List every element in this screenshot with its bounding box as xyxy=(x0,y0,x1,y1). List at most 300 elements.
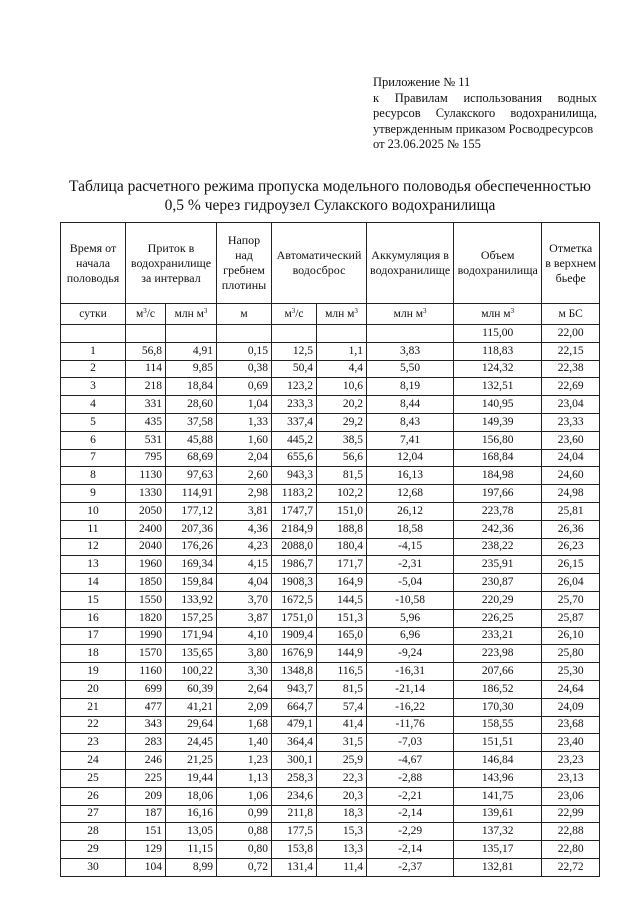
cell-volume: 168,84 xyxy=(454,449,542,467)
cell-inflow-volume: 18,06 xyxy=(166,787,217,805)
cell-accumulation: -16,31 xyxy=(367,663,454,681)
cell-spill-volume: 13,3 xyxy=(317,841,367,859)
table-row xyxy=(61,823,600,841)
title-line-1: Таблица расчетного режима пропуска модельного половодья обеспеченностью xyxy=(69,178,591,195)
table-row xyxy=(61,698,600,716)
cell-level: 22,99 xyxy=(542,805,600,823)
cell-level: 23,40 xyxy=(542,734,600,752)
table-row xyxy=(61,378,600,396)
cell-accumulation: 3,83 xyxy=(367,342,454,360)
cell-day: 12 xyxy=(61,538,126,556)
cell-inflow-rate: 129 xyxy=(126,841,166,859)
cell-spill-rate: 445,2 xyxy=(272,431,317,449)
cell-head: 2,09 xyxy=(217,698,272,716)
cell-inflow-volume: 9,85 xyxy=(166,360,217,378)
cell-head: 0,80 xyxy=(217,841,272,859)
cell-level: 23,06 xyxy=(542,787,600,805)
cell-head: 0,38 xyxy=(217,360,272,378)
cell-inflow-rate: 1820 xyxy=(126,609,166,627)
cell-volume: 141,75 xyxy=(454,787,542,805)
cell-accumulation: 12,04 xyxy=(367,449,454,467)
cell-head: 1,68 xyxy=(217,716,272,734)
cell-inflow-volume: 45,88 xyxy=(166,431,217,449)
cell-volume: 235,91 xyxy=(454,556,542,574)
cell-day: 22 xyxy=(61,716,126,734)
cell-day: 17 xyxy=(61,627,126,645)
cell-day: 7 xyxy=(61,449,126,467)
cell-inflow-rate: 104 xyxy=(126,858,166,876)
cell-level: 23,04 xyxy=(542,396,600,414)
cell-spill-rate: 1751,0 xyxy=(272,609,317,627)
cell-volume: 118,83 xyxy=(454,342,542,360)
cell-head: 0,99 xyxy=(217,805,272,823)
cell-spill-rate: 177,5 xyxy=(272,823,317,841)
cell-volume: 139,61 xyxy=(454,805,542,823)
cell-inflow-volume: 177,12 xyxy=(166,502,217,520)
cell-inflow-rate: 1570 xyxy=(126,645,166,663)
cell-day: 21 xyxy=(61,698,126,716)
table-row xyxy=(61,360,600,378)
cell-spill-rate: 1909,4 xyxy=(272,627,317,645)
unit-time: сутки xyxy=(61,304,126,325)
table-row xyxy=(61,413,600,431)
cell-inflow-volume: 169,34 xyxy=(166,556,217,574)
cell-level: 24,60 xyxy=(542,467,600,485)
unit-volume: млн $м^3$ xyxy=(454,304,542,325)
cell-spill-rate: 2184,9 xyxy=(272,520,317,538)
cell-spill-volume: 1,1 xyxy=(317,342,367,360)
cell-spill-rate: 234,6 xyxy=(272,787,317,805)
cell-level: 25,70 xyxy=(542,591,600,609)
cell-head: 0,15 xyxy=(217,342,272,360)
cell-volume: 197,66 xyxy=(454,485,542,503)
cell-level: 22,88 xyxy=(542,823,600,841)
cell-volume: 223,78 xyxy=(454,502,542,520)
cell-accumulation: -5,04 xyxy=(367,574,454,592)
cell-inflow-rate: 477 xyxy=(126,698,166,716)
flood-regime-table xyxy=(60,222,600,877)
cell-inflow-volume: 97,63 xyxy=(166,467,217,485)
table-row xyxy=(61,342,600,360)
cell-inflow-rate: 1160 xyxy=(126,663,166,681)
cell-day: 25 xyxy=(61,769,126,787)
cell-day: 16 xyxy=(61,609,126,627)
cell-spill-volume: 57,4 xyxy=(317,698,367,716)
unit-spill-rate: $м^3/с$ xyxy=(272,304,317,325)
cell-level: 22,38 xyxy=(542,360,600,378)
table-row xyxy=(61,591,600,609)
cell-inflow-volume: 100,22 xyxy=(166,663,217,681)
cell-accumulation: 8,43 xyxy=(367,413,454,431)
cell-day: 15 xyxy=(61,591,126,609)
cell-inflow-rate: 246 xyxy=(126,752,166,770)
cell-spill-rate: 1183,2 xyxy=(272,485,317,503)
cell-spill-volume: 29,2 xyxy=(317,413,367,431)
cell-volume: 170,30 xyxy=(454,698,542,716)
table-row xyxy=(61,752,600,770)
cell-inflow-rate: 114 xyxy=(126,360,166,378)
cell-inflow-rate: 283 xyxy=(126,734,166,752)
cell-accumulation: -4,67 xyxy=(367,752,454,770)
cell-inflow-volume: 159,84 xyxy=(166,574,217,592)
cell-day: 27 xyxy=(61,805,126,823)
cell-inflow-rate: 1130 xyxy=(126,467,166,485)
table-row xyxy=(61,663,600,681)
cell-accumulation: 18,58 xyxy=(367,520,454,538)
cell-inflow-volume: 135,65 xyxy=(166,645,217,663)
cell-level: 22,80 xyxy=(542,841,600,859)
cell-inflow-volume: 16,16 xyxy=(166,805,217,823)
cell-inflow-rate: 795 xyxy=(126,449,166,467)
cell-level: 26,23 xyxy=(542,538,600,556)
cell-spill-volume: 41,4 xyxy=(317,716,367,734)
cell-inflow-rate: 1550 xyxy=(126,591,166,609)
cell-day: 3 xyxy=(61,378,126,396)
cell-spill-rate: 258,3 xyxy=(272,769,317,787)
cell-volume: 226,25 xyxy=(454,609,542,627)
cell-spill-rate: 2088,0 xyxy=(272,538,317,556)
cell-accumulation: -2,37 xyxy=(367,858,454,876)
cell-spill-volume: 4,4 xyxy=(317,360,367,378)
cell-volume: 143,96 xyxy=(454,769,542,787)
cell-volume: 149,39 xyxy=(454,413,542,431)
cell-volume: 132,81 xyxy=(454,858,542,876)
cell-accumulation: -21,14 xyxy=(367,680,454,698)
cell-accumulation: 16,13 xyxy=(367,467,454,485)
cell-inflow-rate: 56,8 xyxy=(126,342,166,360)
cell-accumulation: -10,58 xyxy=(367,591,454,609)
cell-day: 28 xyxy=(61,823,126,841)
table-row xyxy=(61,396,600,414)
table-row xyxy=(61,627,600,645)
table-row xyxy=(61,556,600,574)
cell-level: 22,15 xyxy=(542,342,600,360)
cell-volume: 137,32 xyxy=(454,823,542,841)
header-head: Напор над гребнем плотины xyxy=(217,223,272,304)
cell-spill-volume: 171,7 xyxy=(317,556,367,574)
cell-inflow-rate: 187 xyxy=(126,805,166,823)
cell-spill-volume: 81,5 xyxy=(317,467,367,485)
cell-level: 24,09 xyxy=(542,698,600,716)
cell-volume: 220,29 xyxy=(454,591,542,609)
cell-spill-volume: 20,2 xyxy=(317,396,367,414)
cell-spill-rate: 1672,5 xyxy=(272,591,317,609)
cell-day: 14 xyxy=(61,574,126,592)
cell-day: 2 xyxy=(61,360,126,378)
unit-inflow-volume: млн $м^3$ xyxy=(166,304,217,325)
cell-day: 8 xyxy=(61,467,126,485)
cell-inflow-rate: 209 xyxy=(126,787,166,805)
cell-level: 25,30 xyxy=(542,663,600,681)
cell-inflow-volume: 207,36 xyxy=(166,520,217,538)
cell-spill-volume: 10,6 xyxy=(317,378,367,396)
cell-spill-rate: 1747,7 xyxy=(272,502,317,520)
table-row xyxy=(61,609,600,627)
cell-head: 3,87 xyxy=(217,609,272,627)
appendix-note xyxy=(373,75,597,153)
cell-inflow-volume: 41,21 xyxy=(166,698,217,716)
cell-volume: 186,52 xyxy=(454,680,542,698)
cell-inflow-volume: 133,92 xyxy=(166,591,217,609)
cell-spill-volume: 164,9 xyxy=(317,574,367,592)
cell-spill-rate: 1676,9 xyxy=(272,645,317,663)
cell-level: 26,15 xyxy=(542,556,600,574)
cell-day: 26 xyxy=(61,787,126,805)
cell-head: 4,15 xyxy=(217,556,272,574)
cell-spill-volume: 31,5 xyxy=(317,734,367,752)
cell-inflow-volume: 68,69 xyxy=(166,449,217,467)
cell-inflow-rate: 531 xyxy=(126,431,166,449)
header-level: Отметка в верхнем бьефе xyxy=(542,223,600,304)
cell-accumulation: -2,21 xyxy=(367,787,454,805)
initial-volume: 115,00 xyxy=(454,325,542,343)
table-row xyxy=(61,716,600,734)
cell-day: 24 xyxy=(61,752,126,770)
cell-head: 4,36 xyxy=(217,520,272,538)
cell-accumulation: -4,15 xyxy=(367,538,454,556)
table-row xyxy=(61,502,600,520)
cell-head: 1,40 xyxy=(217,734,272,752)
cell-head: 2,04 xyxy=(217,449,272,467)
cell-volume: 242,36 xyxy=(454,520,542,538)
cell-head: 1,60 xyxy=(217,431,272,449)
cell-spill-rate: 1908,3 xyxy=(272,574,317,592)
document-title xyxy=(60,177,600,215)
cell-level: 25,81 xyxy=(542,502,600,520)
cell-spill-volume: 116,5 xyxy=(317,663,367,681)
cell-inflow-rate: 1850 xyxy=(126,574,166,592)
table-row xyxy=(61,431,600,449)
cell-head: 0,72 xyxy=(217,858,272,876)
cell-level: 23,13 xyxy=(542,769,600,787)
cell-head: 3,80 xyxy=(217,645,272,663)
cell-spill-rate: 131,4 xyxy=(272,858,317,876)
cell-accumulation: -11,76 xyxy=(367,716,454,734)
table-row xyxy=(61,734,600,752)
cell-spill-volume: 20,3 xyxy=(317,787,367,805)
cell-inflow-rate: 435 xyxy=(126,413,166,431)
cell-accumulation: 7,41 xyxy=(367,431,454,449)
units-row xyxy=(61,304,600,325)
cell-volume: 223,98 xyxy=(454,645,542,663)
cell-volume: 135,17 xyxy=(454,841,542,859)
cell-day: 1 xyxy=(61,342,126,360)
cell-level: 24,64 xyxy=(542,680,600,698)
cell-volume: 156,80 xyxy=(454,431,542,449)
cell-level: 23,23 xyxy=(542,752,600,770)
cell-accumulation: 26,12 xyxy=(367,502,454,520)
table-row xyxy=(61,645,600,663)
cell-volume: 132,51 xyxy=(454,378,542,396)
unit-spill-volume: млн $м^3$ xyxy=(317,304,367,325)
cell-spill-rate: 337,4 xyxy=(272,413,317,431)
cell-inflow-rate: 218 xyxy=(126,378,166,396)
header-spillway: Автоматический водосброс xyxy=(272,223,367,304)
cell-volume: 207,66 xyxy=(454,663,542,681)
cell-inflow-rate: 2050 xyxy=(126,502,166,520)
cell-head: 0,69 xyxy=(217,378,272,396)
cell-day: 13 xyxy=(61,556,126,574)
cell-accumulation: 6,96 xyxy=(367,627,454,645)
table-row xyxy=(61,485,600,503)
cell-level: 26,10 xyxy=(542,627,600,645)
cell-inflow-rate: 2040 xyxy=(126,538,166,556)
cell-inflow-volume: 8,99 xyxy=(166,858,217,876)
initial-level: 22,00 xyxy=(542,325,600,343)
cell-accumulation: -9,24 xyxy=(367,645,454,663)
cell-volume: 238,22 xyxy=(454,538,542,556)
initial-row xyxy=(61,325,600,343)
table-row xyxy=(61,520,600,538)
cell-level: 22,72 xyxy=(542,858,600,876)
cell-inflow-volume: 114,91 xyxy=(166,485,217,503)
table-row xyxy=(61,769,600,787)
cell-spill-volume: 56,6 xyxy=(317,449,367,467)
cell-level: 26,36 xyxy=(542,520,600,538)
appendix-rules-reference: к Правилам использования водных ресурсов Сулакского водохранилища, xyxy=(373,90,597,120)
cell-inflow-rate: 151 xyxy=(126,823,166,841)
cell-spill-volume: 81,5 xyxy=(317,680,367,698)
cell-head: 1,06 xyxy=(217,787,272,805)
title-line-2: 0,5 % через гидроузел Сулакского водохранилища xyxy=(164,197,496,214)
cell-level: 25,87 xyxy=(542,609,600,627)
cell-inflow-volume: 18,84 xyxy=(166,378,217,396)
cell-inflow-volume: 37,58 xyxy=(166,413,217,431)
cell-inflow-rate: 1330 xyxy=(126,485,166,503)
cell-head: 2,98 xyxy=(217,485,272,503)
cell-accumulation: 5,50 xyxy=(367,360,454,378)
table-row xyxy=(61,680,600,698)
cell-head: 1,33 xyxy=(217,413,272,431)
cell-spill-volume: 18,3 xyxy=(317,805,367,823)
appendix-approval: утвержденным приказом Росводресурсов xyxy=(373,121,594,136)
unit-level: м БС xyxy=(542,304,600,325)
cell-spill-volume: 144,9 xyxy=(317,645,367,663)
cell-inflow-volume: 21,25 xyxy=(166,752,217,770)
cell-accumulation: -2,14 xyxy=(367,805,454,823)
cell-spill-rate: 664,7 xyxy=(272,698,317,716)
cell-accumulation: -16,22 xyxy=(367,698,454,716)
cell-accumulation: -7,03 xyxy=(367,734,454,752)
cell-spill-volume: 22,3 xyxy=(317,769,367,787)
cell-spill-volume: 11,4 xyxy=(317,858,367,876)
cell-head: 2,60 xyxy=(217,467,272,485)
cell-volume: 146,84 xyxy=(454,752,542,770)
cell-inflow-volume: 28,60 xyxy=(166,396,217,414)
cell-level: 22,69 xyxy=(542,378,600,396)
table-row xyxy=(61,449,600,467)
cell-spill-rate: 211,8 xyxy=(272,805,317,823)
cell-spill-volume: 180,4 xyxy=(317,538,367,556)
cell-spill-volume: 165,0 xyxy=(317,627,367,645)
cell-inflow-volume: 11,15 xyxy=(166,841,217,859)
cell-day: 9 xyxy=(61,485,126,503)
cell-spill-volume: 151,3 xyxy=(317,609,367,627)
cell-accumulation: 8,44 xyxy=(367,396,454,414)
cell-inflow-volume: 29,64 xyxy=(166,716,217,734)
unit-head: м xyxy=(217,304,272,325)
cell-spill-rate: 943,7 xyxy=(272,680,317,698)
cell-level: 26,04 xyxy=(542,574,600,592)
cell-spill-rate: 123,2 xyxy=(272,378,317,396)
cell-volume: 184,98 xyxy=(454,467,542,485)
cell-spill-volume: 151,0 xyxy=(317,502,367,520)
cell-accumulation: 5,96 xyxy=(367,609,454,627)
cell-accumulation: -2,29 xyxy=(367,823,454,841)
unit-accumulation: млн $м^3$ xyxy=(367,304,454,325)
cell-accumulation: 12,68 xyxy=(367,485,454,503)
cell-volume: 233,21 xyxy=(454,627,542,645)
cell-accumulation: -2,31 xyxy=(367,556,454,574)
cell-volume: 230,87 xyxy=(454,574,542,592)
unit-inflow-rate: $м^3/с$ xyxy=(126,304,166,325)
cell-spill-rate: 50,4 xyxy=(272,360,317,378)
table-row xyxy=(61,538,600,556)
cell-spill-rate: 943,3 xyxy=(272,467,317,485)
cell-spill-rate: 12,5 xyxy=(272,342,317,360)
cell-day: 23 xyxy=(61,734,126,752)
cell-level: 23,68 xyxy=(542,716,600,734)
cell-head: 1,23 xyxy=(217,752,272,770)
cell-inflow-rate: 343 xyxy=(126,716,166,734)
cell-spill-volume: 15,3 xyxy=(317,823,367,841)
cell-day: 5 xyxy=(61,413,126,431)
cell-day: 30 xyxy=(61,858,126,876)
table-row xyxy=(61,574,600,592)
cell-head: 0,88 xyxy=(217,823,272,841)
cell-spill-volume: 144,5 xyxy=(317,591,367,609)
cell-day: 11 xyxy=(61,520,126,538)
cell-inflow-volume: 60,39 xyxy=(166,680,217,698)
cell-spill-volume: 38,5 xyxy=(317,431,367,449)
cell-inflow-rate: 225 xyxy=(126,769,166,787)
cell-head: 3,70 xyxy=(217,591,272,609)
cell-head: 4,04 xyxy=(217,574,272,592)
cell-spill-rate: 364,4 xyxy=(272,734,317,752)
cell-spill-rate: 1986,7 xyxy=(272,556,317,574)
cell-spill-rate: 153,8 xyxy=(272,841,317,859)
cell-day: 6 xyxy=(61,431,126,449)
cell-head: 3,30 xyxy=(217,663,272,681)
cell-inflow-rate: 699 xyxy=(126,680,166,698)
cell-spill-volume: 102,2 xyxy=(317,485,367,503)
header-inflow: Приток в водохранилище за интервал xyxy=(126,223,217,304)
appendix-order-date: от 23.06.2025 № 155 xyxy=(373,137,481,151)
cell-level: 25,80 xyxy=(542,645,600,663)
cell-head: 1,13 xyxy=(217,769,272,787)
table-row xyxy=(61,858,600,876)
cell-level: 23,60 xyxy=(542,431,600,449)
cell-head: 4,10 xyxy=(217,627,272,645)
cell-volume: 140,95 xyxy=(454,396,542,414)
cell-volume: 124,32 xyxy=(454,360,542,378)
table-row xyxy=(61,467,600,485)
cell-level: 24,98 xyxy=(542,485,600,503)
cell-accumulation: -2,14 xyxy=(367,841,454,859)
appendix-number: Приложение № 11 xyxy=(373,75,471,89)
cell-inflow-volume: 13,05 xyxy=(166,823,217,841)
header-row xyxy=(61,223,600,304)
cell-head: 3,81 xyxy=(217,502,272,520)
header-accumulation: Аккумуляция в водохранилище xyxy=(367,223,454,304)
cell-inflow-volume: 4,91 xyxy=(166,342,217,360)
table-row xyxy=(61,805,600,823)
cell-inflow-rate: 2400 xyxy=(126,520,166,538)
header-time: Время от начала половодья xyxy=(61,223,126,304)
cell-accumulation: -2,88 xyxy=(367,769,454,787)
table-row xyxy=(61,841,600,859)
cell-accumulation: 8,19 xyxy=(367,378,454,396)
